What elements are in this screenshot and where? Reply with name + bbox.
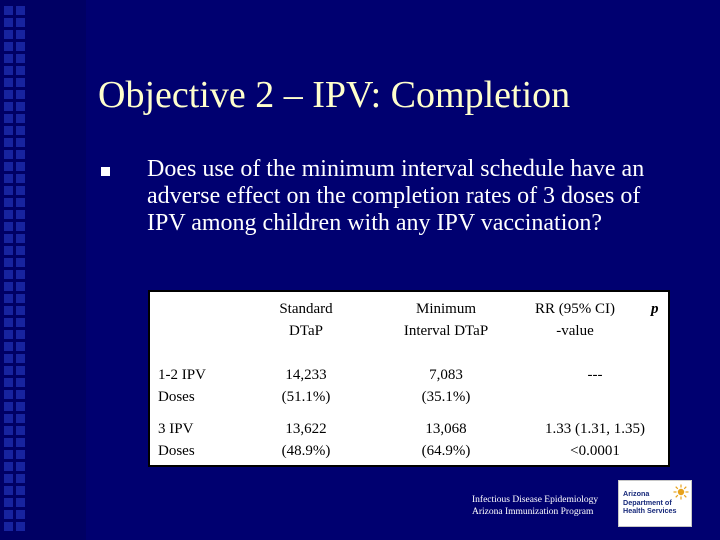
decorative-square (4, 462, 13, 471)
decorative-square (4, 234, 13, 243)
bullet-square-icon (101, 167, 110, 176)
decorative-square (16, 294, 25, 303)
decorative-square (16, 306, 25, 315)
decorative-square (4, 30, 13, 39)
decorative-square (16, 342, 25, 351)
decorative-square (4, 426, 13, 435)
decorative-square (16, 150, 25, 159)
decorative-square (4, 306, 13, 315)
decorative-square (16, 366, 25, 375)
header-rr: RR (95% CI) -value (535, 301, 615, 339)
decorative-square (16, 270, 25, 279)
decorative-square (16, 498, 25, 507)
decorative-square (16, 30, 25, 39)
decorative-square (16, 186, 25, 195)
decorative-square (16, 450, 25, 459)
row2-rr: 1.33 (1.31, 1.35) <0.0001 (545, 421, 645, 459)
decorative-square (16, 210, 25, 219)
decorative-square (4, 498, 13, 507)
decorative-square (4, 414, 13, 423)
adhs-logo (618, 480, 692, 527)
decorative-square (4, 198, 13, 207)
row1-label: 1-2 IPV Doses (158, 367, 206, 405)
decorative-square (4, 186, 13, 195)
decorative-square (4, 294, 13, 303)
decorative-square (16, 474, 25, 483)
decorative-square (4, 474, 13, 483)
decorative-square (16, 246, 25, 255)
row2-minimum: 13,068 (64.9%) (421, 421, 471, 459)
decorative-square (16, 42, 25, 51)
decorative-square (4, 222, 13, 231)
slide-title: Objective 2 – IPV: Completion (98, 74, 571, 116)
decorative-square (4, 450, 13, 459)
decorative-square (4, 66, 13, 75)
decorative-square (4, 522, 13, 531)
decorative-square (16, 78, 25, 87)
decorative-square (4, 138, 13, 147)
decorative-square (4, 174, 13, 183)
row1-rr: --- (587, 367, 603, 383)
decorative-square (4, 102, 13, 111)
decorative-square (16, 174, 25, 183)
decorative-square (4, 258, 13, 267)
decorative-square (16, 522, 25, 531)
decorative-square (4, 210, 13, 219)
decorative-square (4, 150, 13, 159)
decorative-square (4, 114, 13, 123)
decorative-square (4, 126, 13, 135)
decorative-square (16, 258, 25, 267)
decorative-square (16, 138, 25, 147)
decorative-square (16, 162, 25, 171)
decorative-square (16, 114, 25, 123)
decorative-square (16, 486, 25, 495)
decorative-square (16, 462, 25, 471)
row1-standard: 14,233 (51.1%) (281, 367, 331, 405)
decorative-square (16, 414, 25, 423)
decorative-square (4, 246, 13, 255)
footer-credit: Infectious Disease Epidemiology Arizona Immunization Program (472, 495, 599, 517)
header-minimum: Minimum Interval DTaP (403, 301, 489, 339)
decorative-square (16, 126, 25, 135)
decorative-square (4, 18, 13, 27)
decorative-square (16, 18, 25, 27)
row2-label: 3 IPV Doses (158, 421, 195, 459)
bullet-text: Does use of the minimum interval schedule have an adverse effect on the completion rates of 3 doses of IPV among children with any IPV vaccination? (147, 156, 645, 236)
decorative-square (4, 330, 13, 339)
decorative-square (4, 438, 13, 447)
decorative-square (4, 402, 13, 411)
results-table (148, 290, 670, 467)
decorative-square (16, 234, 25, 243)
decorative-square (16, 318, 25, 327)
decorative-square (4, 270, 13, 279)
decorative-square (4, 318, 13, 327)
decorative-square (16, 330, 25, 339)
row1-minimum: 7,083 (35.1%) (421, 367, 471, 405)
decorative-square (16, 390, 25, 399)
decorative-square (16, 6, 25, 15)
decorative-square (16, 66, 25, 75)
decorative-square (4, 6, 13, 15)
decorative-square (16, 426, 25, 435)
decorative-square (4, 366, 13, 375)
decorative-square (4, 78, 13, 87)
decorative-square (16, 354, 25, 363)
decorative-square (4, 486, 13, 495)
decorative-square (16, 222, 25, 231)
logo-text: Arizona Department of Health Services (623, 489, 677, 516)
decorative-square (16, 102, 25, 111)
decorative-square (16, 510, 25, 519)
decorative-left-band (0, 0, 86, 540)
row2-standard: 13,622 (48.9%) (281, 421, 331, 459)
header-p: p (651, 301, 659, 317)
decorative-square (4, 162, 13, 171)
decorative-square (16, 54, 25, 63)
decorative-square (16, 378, 25, 387)
decorative-square (4, 90, 13, 99)
decorative-square (4, 378, 13, 387)
decorative-square (16, 198, 25, 207)
decorative-square (4, 390, 13, 399)
decorative-square (4, 54, 13, 63)
decorative-square (4, 342, 13, 351)
decorative-square (16, 402, 25, 411)
decorative-square (4, 510, 13, 519)
decorative-square (16, 282, 25, 291)
decorative-square (16, 438, 25, 447)
decorative-square (16, 90, 25, 99)
decorative-square (4, 42, 13, 51)
decorative-square (4, 354, 13, 363)
decorative-square (4, 282, 13, 291)
header-standard: Standard DTaP (279, 301, 333, 339)
